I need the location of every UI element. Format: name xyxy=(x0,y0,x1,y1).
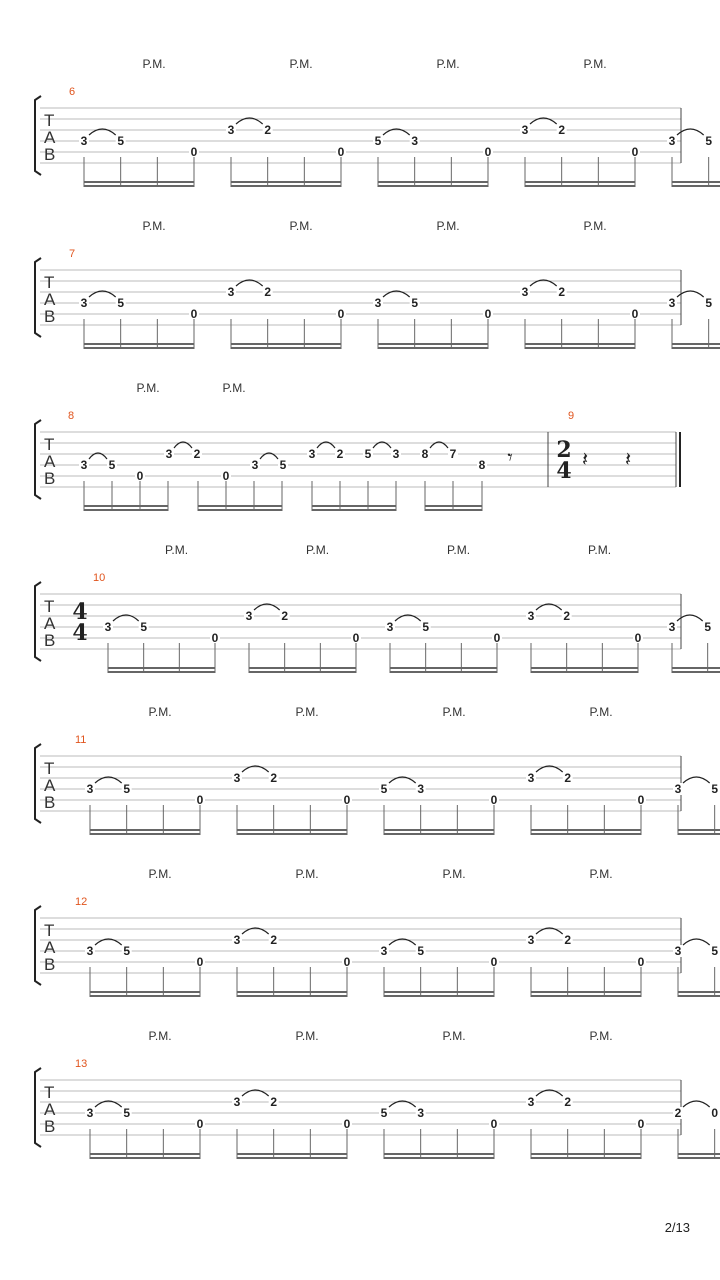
fret-number: 0 xyxy=(190,307,198,321)
fret-number: 0 xyxy=(352,631,360,645)
tab-clef-letter: A xyxy=(44,128,56,147)
fret-number: 0 xyxy=(136,469,144,483)
fret-number: 0 xyxy=(490,955,498,969)
fret-number: 5 xyxy=(380,782,388,796)
beam xyxy=(231,181,341,183)
fret-number: 0 xyxy=(711,1106,719,1120)
fret-number: 2 xyxy=(270,771,278,785)
page-number: 2/13 xyxy=(664,1220,690,1235)
fret-number: 2 xyxy=(558,285,566,299)
fret-number: 2 xyxy=(563,609,571,623)
beam xyxy=(198,509,282,511)
beam xyxy=(678,995,720,997)
beam xyxy=(531,829,641,831)
fret-number: 3 xyxy=(233,1095,241,1109)
fret-number: 3 xyxy=(521,123,529,137)
fret-number: 3 xyxy=(86,1106,94,1120)
fret-number: 3 xyxy=(86,944,94,958)
fret-number: 0 xyxy=(196,1117,204,1131)
beam xyxy=(312,505,396,507)
beam xyxy=(237,991,347,993)
fret-number: 3 xyxy=(374,296,382,310)
fret-number: 3 xyxy=(386,620,394,634)
beam xyxy=(384,829,494,831)
beam xyxy=(525,181,635,183)
time-signature-numerator: 2 xyxy=(556,437,572,463)
fret-number: 3 xyxy=(411,134,419,148)
palm-mute-label: P.M. xyxy=(289,219,313,233)
palm-mute-label: P.M. xyxy=(136,381,160,395)
tab-clef-letter: B xyxy=(44,1117,56,1136)
tab-clef-letter: A xyxy=(44,938,56,957)
fret-number: 3 xyxy=(417,1106,425,1120)
fret-number: 5 xyxy=(380,1106,388,1120)
beam xyxy=(237,829,347,831)
beam xyxy=(378,347,488,349)
fret-number: 5 xyxy=(704,620,712,634)
beam xyxy=(84,347,194,349)
palm-mute-label: P.M. xyxy=(148,705,172,719)
tab-clef-letter: B xyxy=(44,793,56,812)
fret-number: 2 xyxy=(564,1095,572,1109)
fret-number: 3 xyxy=(233,771,241,785)
fret-number: 0 xyxy=(631,145,639,159)
fret-number: 3 xyxy=(104,620,112,634)
fret-number: 3 xyxy=(308,447,316,461)
beam xyxy=(525,347,635,349)
palm-mute-label: P.M. xyxy=(295,867,319,881)
beam xyxy=(378,181,488,183)
fret-number: 3 xyxy=(251,458,259,472)
measure-number: 6 xyxy=(69,86,76,98)
beam xyxy=(384,991,494,993)
tie-arc xyxy=(683,939,710,945)
beam xyxy=(84,509,168,511)
fret-number: 2 xyxy=(674,1106,682,1120)
palm-mute-label: P.M. xyxy=(142,57,166,71)
fret-number: 0 xyxy=(211,631,219,645)
tab-clef-letter: T xyxy=(44,597,55,616)
fret-number: 0 xyxy=(343,1117,351,1131)
beam xyxy=(237,1157,347,1159)
fret-number: 0 xyxy=(637,793,645,807)
tab-clef-letter: A xyxy=(44,776,56,795)
beam xyxy=(84,343,194,345)
tab-clef-letter: A xyxy=(44,614,56,633)
fret-number: 5 xyxy=(108,458,116,472)
tab-clef-letter: A xyxy=(44,290,56,309)
tab-clef-letter: T xyxy=(44,759,55,778)
beam xyxy=(90,995,200,997)
fret-number: 7 xyxy=(449,447,457,461)
fret-number: 3 xyxy=(527,771,535,785)
beam xyxy=(384,833,494,835)
beam xyxy=(249,671,356,673)
beam xyxy=(84,181,194,183)
beam xyxy=(531,1157,641,1159)
fret-number: 2 xyxy=(264,285,272,299)
fret-number: 3 xyxy=(674,944,682,958)
fret-number: 2 xyxy=(336,447,344,461)
tab-clef-letter: B xyxy=(44,145,56,164)
fret-number: 3 xyxy=(668,134,676,148)
beam xyxy=(525,343,635,345)
palm-mute-label: P.M. xyxy=(295,705,319,719)
fret-number: 5 xyxy=(123,782,131,796)
fret-number: 2 xyxy=(564,771,572,785)
beam xyxy=(678,1153,720,1155)
beam xyxy=(425,505,482,507)
fret-number: 5 xyxy=(364,447,372,461)
fret-number: 5 xyxy=(705,296,713,310)
fret-number: 3 xyxy=(527,933,535,947)
palm-mute-label: P.M. xyxy=(436,219,460,233)
beam xyxy=(672,671,720,673)
beam xyxy=(678,829,720,831)
beam xyxy=(384,995,494,997)
palm-mute-label: P.M. xyxy=(442,705,466,719)
beam xyxy=(531,833,641,835)
fret-number: 3 xyxy=(86,782,94,796)
measure-number: 13 xyxy=(75,1058,88,1070)
fret-number: 3 xyxy=(80,458,88,472)
tab-clef-letter: T xyxy=(44,921,55,940)
palm-mute-label: P.M. xyxy=(148,1029,172,1043)
quarter-rest-icon: 𝄽 xyxy=(624,447,632,471)
palm-mute-label: P.M. xyxy=(589,867,613,881)
fret-number: 5 xyxy=(117,296,125,310)
fret-number: 3 xyxy=(227,285,235,299)
palm-mute-label: P.M. xyxy=(587,543,612,557)
fret-number: 2 xyxy=(564,933,572,947)
palm-mute-label: P.M. xyxy=(164,543,189,557)
fret-number: 3 xyxy=(527,1095,535,1109)
fret-number: 3 xyxy=(233,933,241,947)
fret-number: 3 xyxy=(80,134,88,148)
fret-number: 0 xyxy=(343,955,351,969)
beam xyxy=(90,829,200,831)
beam xyxy=(672,343,720,345)
beam xyxy=(378,343,488,345)
palm-mute-label: P.M. xyxy=(442,867,466,881)
beam xyxy=(425,509,482,511)
beam xyxy=(231,347,341,349)
fret-number: 2 xyxy=(193,447,201,461)
fret-number: 5 xyxy=(123,944,131,958)
tab-clef-letter: T xyxy=(44,1083,55,1102)
tab-clef-letter: T xyxy=(44,111,55,130)
fret-number: 0 xyxy=(196,955,204,969)
beam xyxy=(231,185,341,187)
fret-number: 0 xyxy=(490,1117,498,1131)
fret-number: 3 xyxy=(245,609,253,623)
tab-clef-letter: B xyxy=(44,955,56,974)
beam xyxy=(678,833,720,835)
eighth-rest-icon: 𝄾 xyxy=(507,445,513,469)
time-signature-numerator: 4 xyxy=(72,599,88,625)
beam xyxy=(237,1153,347,1155)
fret-number: 8 xyxy=(478,458,486,472)
fret-number: 5 xyxy=(117,134,125,148)
fret-number: 5 xyxy=(417,944,425,958)
fret-number: 2 xyxy=(264,123,272,137)
fret-number: 0 xyxy=(337,307,345,321)
tab-clef-letter: B xyxy=(44,307,56,326)
tie-arc xyxy=(683,777,710,783)
fret-number: 0 xyxy=(196,793,204,807)
beam xyxy=(237,995,347,997)
beam xyxy=(108,671,215,673)
beam xyxy=(108,667,215,669)
measure-number: 11 xyxy=(75,734,87,746)
measure-number: 8 xyxy=(68,410,75,422)
beam xyxy=(312,509,396,511)
palm-mute-label: P.M. xyxy=(289,57,313,71)
fret-number: 5 xyxy=(140,620,148,634)
beam xyxy=(672,347,720,349)
beam xyxy=(90,1153,200,1155)
tab-clef-letter: A xyxy=(44,452,56,471)
fret-number: 3 xyxy=(227,123,235,137)
tab-clef-letter: T xyxy=(44,273,55,292)
beam xyxy=(378,185,488,187)
fret-number: 5 xyxy=(705,134,713,148)
palm-mute-label: P.M. xyxy=(583,219,607,233)
beam xyxy=(90,833,200,835)
fret-number: 2 xyxy=(270,1095,278,1109)
time-signature-denominator: 4 xyxy=(556,458,572,484)
palm-mute-label: P.M. xyxy=(446,543,471,557)
fret-number: 2 xyxy=(281,609,289,623)
tie-arc xyxy=(683,1101,710,1107)
beam xyxy=(90,991,200,993)
beam xyxy=(678,991,720,993)
fret-number: 5 xyxy=(711,782,719,796)
fret-number: 0 xyxy=(490,793,498,807)
fret-number: 0 xyxy=(337,145,345,159)
fret-number: 2 xyxy=(558,123,566,137)
palm-mute-label: P.M. xyxy=(305,543,330,557)
fret-number: 5 xyxy=(374,134,382,148)
beam xyxy=(249,667,356,669)
palm-mute-label: P.M. xyxy=(583,57,607,71)
beam xyxy=(672,667,720,669)
beam xyxy=(672,185,720,187)
fret-number: 3 xyxy=(668,620,676,634)
quarter-rest-icon: 𝄽 xyxy=(581,447,589,471)
fret-number: 5 xyxy=(711,944,719,958)
fret-number: 3 xyxy=(668,296,676,310)
fret-number: 0 xyxy=(343,793,351,807)
measure-number: 7 xyxy=(69,248,76,260)
palm-mute-label: P.M. xyxy=(589,1029,613,1043)
fret-number: 3 xyxy=(380,944,388,958)
beam xyxy=(84,185,194,187)
measure-number: 12 xyxy=(75,896,88,908)
tab-clef-letter: A xyxy=(44,1100,56,1119)
beam xyxy=(231,343,341,345)
fret-number: 3 xyxy=(674,782,682,796)
beam xyxy=(90,1157,200,1159)
fret-number: 3 xyxy=(392,447,400,461)
beam xyxy=(531,667,638,669)
fret-number: 5 xyxy=(123,1106,131,1120)
beam xyxy=(672,181,720,183)
fret-number: 0 xyxy=(190,145,198,159)
time-signature-denominator: 4 xyxy=(72,620,88,646)
fret-number: 8 xyxy=(421,447,429,461)
fret-number: 3 xyxy=(165,447,173,461)
fret-number: 3 xyxy=(417,782,425,796)
beam xyxy=(84,505,168,507)
beam xyxy=(237,833,347,835)
beam xyxy=(384,1157,494,1159)
fret-number: 0 xyxy=(634,631,642,645)
palm-mute-label: P.M. xyxy=(295,1029,319,1043)
palm-mute-label: P.M. xyxy=(589,705,613,719)
beam xyxy=(384,1153,494,1155)
fret-number: 0 xyxy=(637,1117,645,1131)
fret-number: 3 xyxy=(521,285,529,299)
fret-number: 0 xyxy=(484,145,492,159)
beam xyxy=(531,995,641,997)
fret-number: 5 xyxy=(422,620,430,634)
fret-number: 0 xyxy=(631,307,639,321)
fret-number: 0 xyxy=(637,955,645,969)
beam xyxy=(531,1153,641,1155)
fret-number: 5 xyxy=(411,296,419,310)
beam xyxy=(390,667,497,669)
beam xyxy=(531,991,641,993)
palm-mute-label: P.M. xyxy=(142,219,166,233)
measure-number: 10 xyxy=(93,572,106,584)
measure-number: 9 xyxy=(568,410,575,422)
beam xyxy=(390,671,497,673)
fret-number: 3 xyxy=(80,296,88,310)
fret-number: 0 xyxy=(484,307,492,321)
palm-mute-label: P.M. xyxy=(436,57,460,71)
fret-number: 0 xyxy=(222,469,230,483)
tab-clef-letter: B xyxy=(44,469,56,488)
fret-number: 3 xyxy=(527,609,535,623)
palm-mute-label: P.M. xyxy=(148,867,172,881)
fret-number: 2 xyxy=(270,933,278,947)
tab-clef-letter: B xyxy=(44,631,56,650)
fret-number: 5 xyxy=(279,458,287,472)
beam xyxy=(198,505,282,507)
beam xyxy=(525,185,635,187)
fret-number: 0 xyxy=(493,631,501,645)
beam xyxy=(531,671,638,673)
tab-clef-letter: T xyxy=(44,435,55,454)
beam xyxy=(678,1157,720,1159)
palm-mute-label: P.M. xyxy=(222,381,246,395)
palm-mute-label: P.M. xyxy=(442,1029,466,1043)
